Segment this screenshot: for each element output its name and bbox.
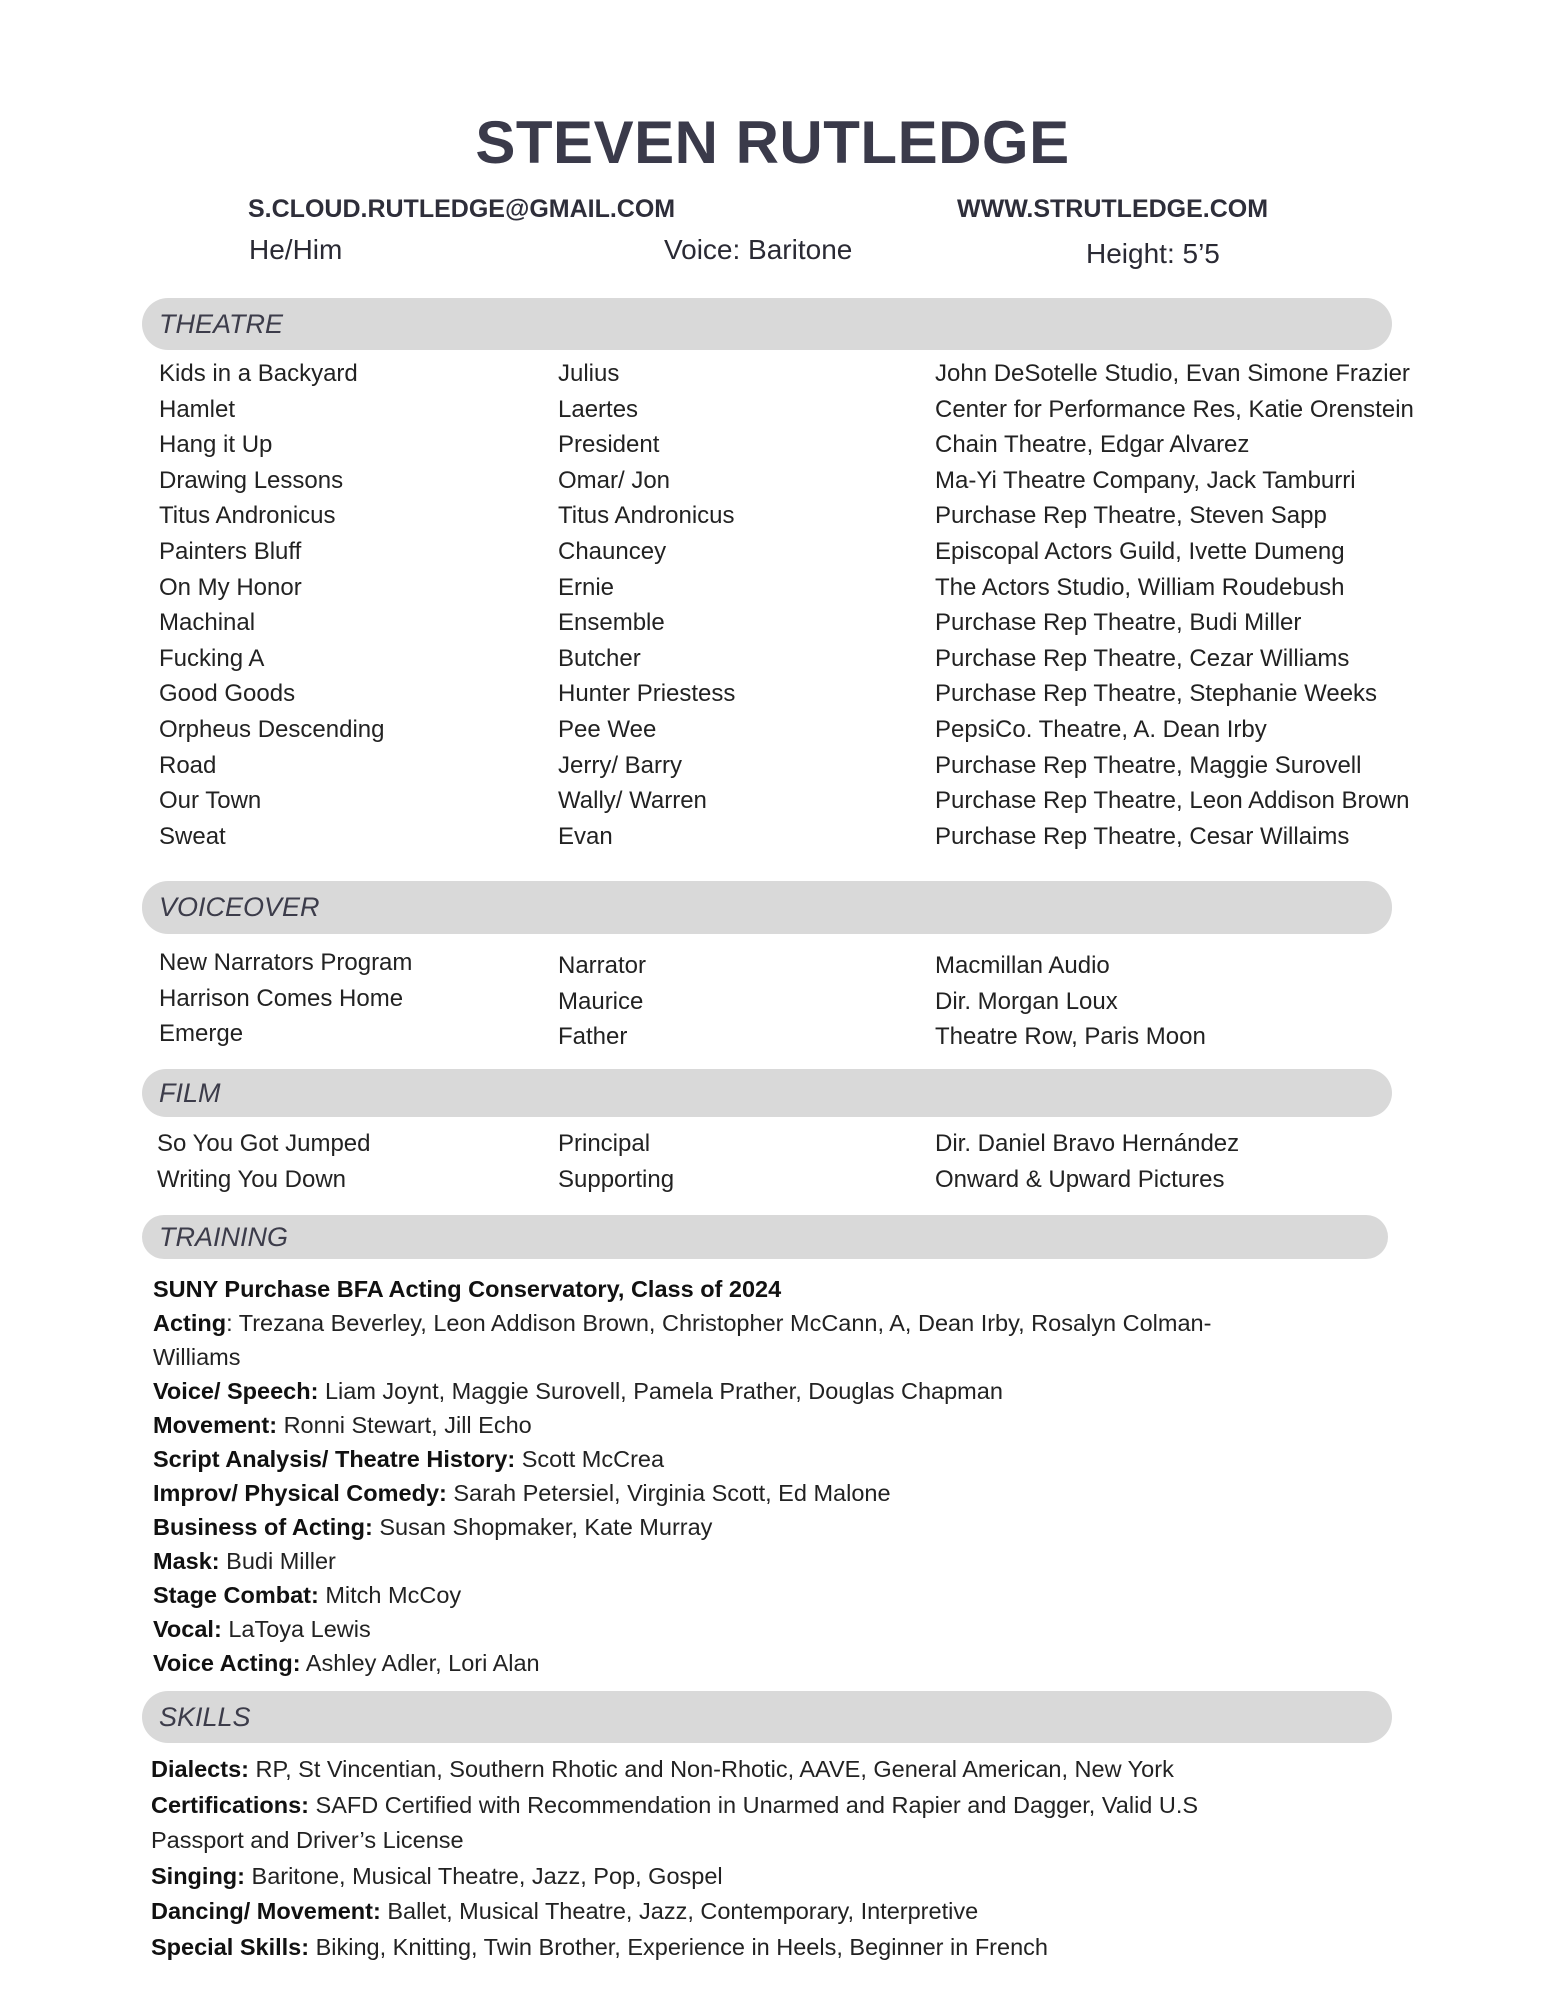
training-school: SUNY Purchase BFA Acting Conservatory, Class of 2024 [153,1276,782,1302]
website-address: WWW.STRUTLEDGE.COM [957,195,1269,223]
training-item-continuation: Williams [153,1344,241,1370]
section-header-film [142,1069,1392,1117]
theatre-credit-cell: Purchase Rep Theatre, Cesar Willaims [935,822,1350,850]
training-item-text: Budi Miller [226,1548,336,1574]
skills-item [151,1752,1311,1788]
training-item-text: Ashley Adler, Lori Alan [305,1650,540,1676]
theatre-credit-cell: Purchase Rep Theatre, Steven Sapp [935,502,1327,530]
training-item-text: Liam Joynt, Maggie Surovell, Pamela Prather, Douglas Chapman [324,1378,1003,1404]
email-address: S.CLOUD.RUTLEDGE@GMAIL.COM [248,195,676,223]
voiceover-credit-cell: Dir. Morgan Loux [935,987,1118,1015]
training-item [153,1476,1313,1510]
training-item: Acting: Trezana Beverley, Leon Addison Brown, Christopher McCann, A, Dean Irby, Rosalyn Colman- [153,1310,1212,1336]
skills-item [151,1859,1311,1895]
training-item-label: Vocal: [153,1616,222,1642]
voiceover-credit-cell: Theatre Row, Paris Moon [935,1023,1206,1051]
theatre-credit-cell: Titus Andronicus [159,502,336,530]
film-credit-cell: Supporting [558,1165,675,1193]
theatre-credit-cell: Sweat [159,822,226,850]
theatre-credit-cell: Orpheus Descending [159,715,385,743]
film-venues-column [935,1126,1239,1197]
training-item [153,1408,1313,1442]
skills-item [151,1788,1311,1824]
voiceover-credit-cell: Emerge [159,1020,244,1048]
theatre-credit-cell: Ernie [558,573,615,601]
skills-item-text: RP, St Vincentian, Southern Rhotic and Non-Rhotic, AAVE, General American, New York [255,1756,1174,1782]
voiceover-credit-cell: Maurice [558,987,644,1015]
theatre-credit-cell: Ensemble [558,609,665,637]
theatre-credit-cell: PepsiCo. Theatre, A. Dean Irby [935,715,1267,743]
theatre-credit-cell: Jerry/ Barry [558,751,683,779]
voiceover-credit-cell: New Narrators Program [159,949,413,976]
section-header-theatre [142,298,1392,350]
theatre-credit-cell: Painters Bluff [159,537,302,565]
skills-item-label: Singing: [151,1862,245,1889]
theatre-credit-cell: Center for Performance Res, Katie Orenstein [935,395,1414,423]
theatre-credit-cell: Evan [558,822,613,850]
skills-list [151,1752,1311,1965]
skills-item-label: Dancing/ Movement: [151,1898,381,1924]
theatre-credit-cell: Road [159,751,217,779]
training-item [153,1646,1313,1680]
training-item-label: Stage Combat: [153,1582,319,1608]
pronouns: He/Him [249,234,343,265]
voiceover-venues-column [935,948,1206,1055]
voiceover-credit-cell: Father [558,1023,628,1051]
training-item [153,1578,1313,1612]
voiceover-credit-cell: Narrator [558,952,647,979]
skills-item-continuation: Passport and Driver’s License [151,1827,464,1853]
theatre-credit-cell: Hamlet [159,395,236,423]
theatre-credit-cell: John DeSotelle Studio, Evan Simone Frazier [935,360,1410,387]
theatre-credit-cell: Purchase Rep Theatre, Leon Addison Brown [935,787,1410,815]
training-list [153,1272,1313,1680]
section-header-voiceover [142,881,1392,934]
theatre-credit-cell: Wally/ Warren [558,787,707,815]
training-item-text: Mitch McCoy [325,1582,462,1608]
training-item-label: Script Analysis/ Theatre History: [153,1446,516,1472]
theatre-credit-cell: Good Goods [159,680,296,708]
training-item-label: Business of Acting: [153,1514,373,1540]
section-title: TRAINING [159,1221,289,1252]
theatre-credit-cell: Purchase Rep Theatre, Maggie Surovell [935,751,1362,779]
theatre-credit-cell: The Actors Studio, William Roudebush [935,573,1345,601]
training-item-text: Sarah Petersiel, Virginia Scott, Ed Malone [453,1480,891,1506]
film-credit-cell: Dir. Daniel Bravo Hernández [935,1130,1240,1157]
film-credit-cell: Principal [558,1130,651,1157]
training-item-text: Trezana Beverley, Leon Addison Brown, Christopher McCann, A, Dean Irby, Rosalyn Colman- [238,1310,1212,1336]
section-title: THEATRE [159,308,284,339]
training-item-label: Improv/ Physical Comedy: [153,1480,447,1506]
theatre-credit-cell: Fucking A [159,644,265,672]
training-item-label: Movement: [153,1412,278,1438]
skills-item [151,1894,1311,1930]
section-title: VOICEOVER [159,892,320,922]
theatre-credit-cell: Machinal [159,609,256,637]
training-item-label: Acting [153,1310,227,1336]
theatre-titles-column [159,356,384,854]
section-header-training [142,1215,1388,1259]
theatre-credit-cell: Ma-Yi Theatre Company, Jack Tamburri [935,466,1356,494]
film-titles-column [157,1126,371,1197]
skills-item-text: Biking, Knitting, Twin Brother, Experience in Heels, Beginner in French [315,1933,1048,1960]
training-item [153,1374,1313,1408]
training-item-label: Voice/ Speech: [153,1378,319,1404]
page-title: STEVEN RUTLEDGE [475,109,1070,176]
theatre-credit-cell: President [558,431,660,459]
voice-type: Voice: Baritone [664,234,853,265]
theatre-credit-cell: Purchase Rep Theatre, Budi Miller [935,609,1302,637]
section-header-skills [142,1691,1392,1743]
theatre-credit-cell: Drawing Lessons [159,466,344,494]
theatre-credit-cell: Julius [558,360,620,387]
height: Height: 5’5 [1086,238,1220,269]
theatre-roles-column [558,356,735,854]
theatre-credit-cell: Purchase Rep Theatre, Cezar Williams [935,644,1350,672]
training-item [153,1442,1313,1476]
voiceover-titles-column [159,945,412,1052]
training-item-label: Voice Acting: [153,1650,301,1676]
theatre-credit-cell: Pee Wee [558,715,657,743]
theatre-credit-cell: Hang it Up [159,431,273,459]
training-item-label: Mask: [153,1548,220,1574]
theatre-credit-cell: Titus Andronicus [558,502,735,530]
film-credit-cell: So You Got Jumped [157,1130,371,1157]
theatre-credit-cell: Laertes [558,395,639,423]
training-item-text: Ronni Stewart, Jill Echo [283,1412,532,1438]
skills-item-text: Baritone, Musical Theatre, Jazz, Pop, Gospel [251,1862,723,1889]
voiceover-roles-column [558,948,646,1055]
skills-item-text: Ballet, Musical Theatre, Jazz, Contemporary, Interpretive [387,1898,979,1924]
section-title: SKILLS [159,1701,251,1732]
training-item [153,1544,1313,1578]
training-item [153,1510,1313,1544]
training-item-text: Scott McCrea [521,1446,665,1472]
theatre-credit-cell: Omar/ Jon [558,466,671,494]
theatre-credit-cell: Purchase Rep Theatre, Stephanie Weeks [935,680,1378,708]
skills-item-label: Certifications: [151,1791,309,1818]
theatre-venues-column [935,356,1414,854]
theatre-credit-cell: Chain Theatre, Edgar Alvarez [935,431,1250,459]
theatre-credit-cell: Chauncey [558,537,667,565]
skills-item-text: SAFD Certified with Recommendation in Unarmed and Rapier and Dagger, Valid U.S [315,1791,1199,1818]
film-credit-cell: Onward & Upward Pictures [935,1165,1225,1193]
section-title: FILM [159,1077,221,1108]
voiceover-credit-cell: Macmillan Audio [935,952,1110,979]
theatre-credit-cell: On My Honor [159,573,302,601]
skills-item-label: Special Skills: [151,1933,310,1960]
film-credit-cell: Writing You Down [157,1165,346,1193]
training-item-text: Susan Shopmaker, Kate Murray [379,1514,713,1540]
skills-item-label: Dialects: [151,1756,249,1782]
training-item-text: LaToya Lewis [228,1616,371,1642]
theatre-credit-cell: Episcopal Actors Guild, Ivette Dumeng [935,537,1345,565]
theatre-credit-cell: Butcher [558,644,641,672]
skills-item [151,1930,1311,1966]
theatre-credit-cell: Our Town [159,787,262,815]
theatre-credit-cell: Kids in a Backyard [159,360,358,387]
theatre-credit-cell: Hunter Priestess [558,680,736,708]
film-roles-column [558,1126,674,1197]
voiceover-credit-cell: Harrison Comes Home [159,984,404,1012]
training-item [153,1612,1313,1646]
